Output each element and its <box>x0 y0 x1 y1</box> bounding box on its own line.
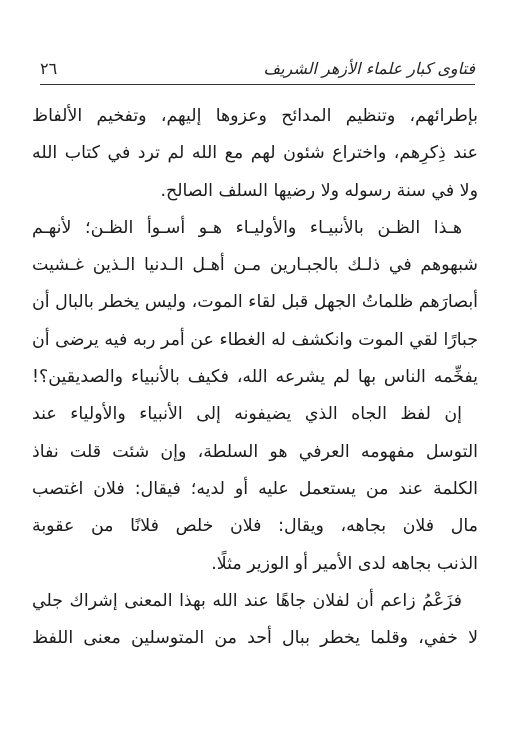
text-line: الذنب بجاهه لدى الأمير أو الوزير مثلًا. <box>211 553 478 574</box>
text-line: بإطرائهم، وتنظيم المدائح وعزوها إليهم، وتفخيم الألفاظ <box>32 106 478 126</box>
text-line: جبارًا لقي الموت وانكشف له الغطاء عن أمر ربه فيه يرضى أن <box>32 329 478 350</box>
text-line: أبصارَهم ظلماتُ الجهل قبل لقاء الموت، وليس يخطر بالبال أن <box>32 292 478 313</box>
running-header <box>40 58 475 86</box>
text-line: هـذا الظـن بالأنبيـاء والأوليـاء هـو أسـوأ الظـن؛ لأنهـم <box>32 217 462 238</box>
text-line: يفخِّمه الناس بها لم يشرعه الله، فكيف بالأنبياء والصديقين؟! <box>32 367 478 388</box>
text-line: مال فلان بجاهه، ويقال: فلان خلص فلانًا من عقوبة <box>32 516 478 537</box>
header-divider <box>40 84 475 85</box>
text-line: ولا في سنة رسوله ولا رضيها السلف الصالح. <box>160 180 478 201</box>
text-line: شبهوهم في ذلـك بالجبـارين مـن أهـل الـدنيا الـذين غـشيت <box>32 255 478 276</box>
text-line: إن لفظ الجاه الذي يضيفونه إلى الأنبياء والأولياء عند <box>32 404 462 425</box>
body-text <box>32 98 478 657</box>
book-title: فتاوى كبار علماء الأزهر الشريف <box>263 59 475 78</box>
text-line: عند ذِكرِهم، واختراع شئون لهم مع الله لم ترد في كتاب الله <box>32 143 478 164</box>
text-line: الكلمة عند من يستعمل عليه أو لديه؛ فيقال: فلان اغتصب <box>32 478 478 499</box>
page-number: ٢٦ <box>40 59 58 78</box>
text-line: التوسل مفهومه العرفي هو السلطة، وإن شئت قلت نفاذ <box>32 441 478 462</box>
text-line: لا خفي، وقلما يخطر ببال أحد من المتوسلين معنى اللفظ <box>32 628 478 649</box>
text-line: فزَعْمُ زاعم أن لفلان جاهًا عند الله بهذا المعنى إشراك جلي <box>32 590 462 611</box>
